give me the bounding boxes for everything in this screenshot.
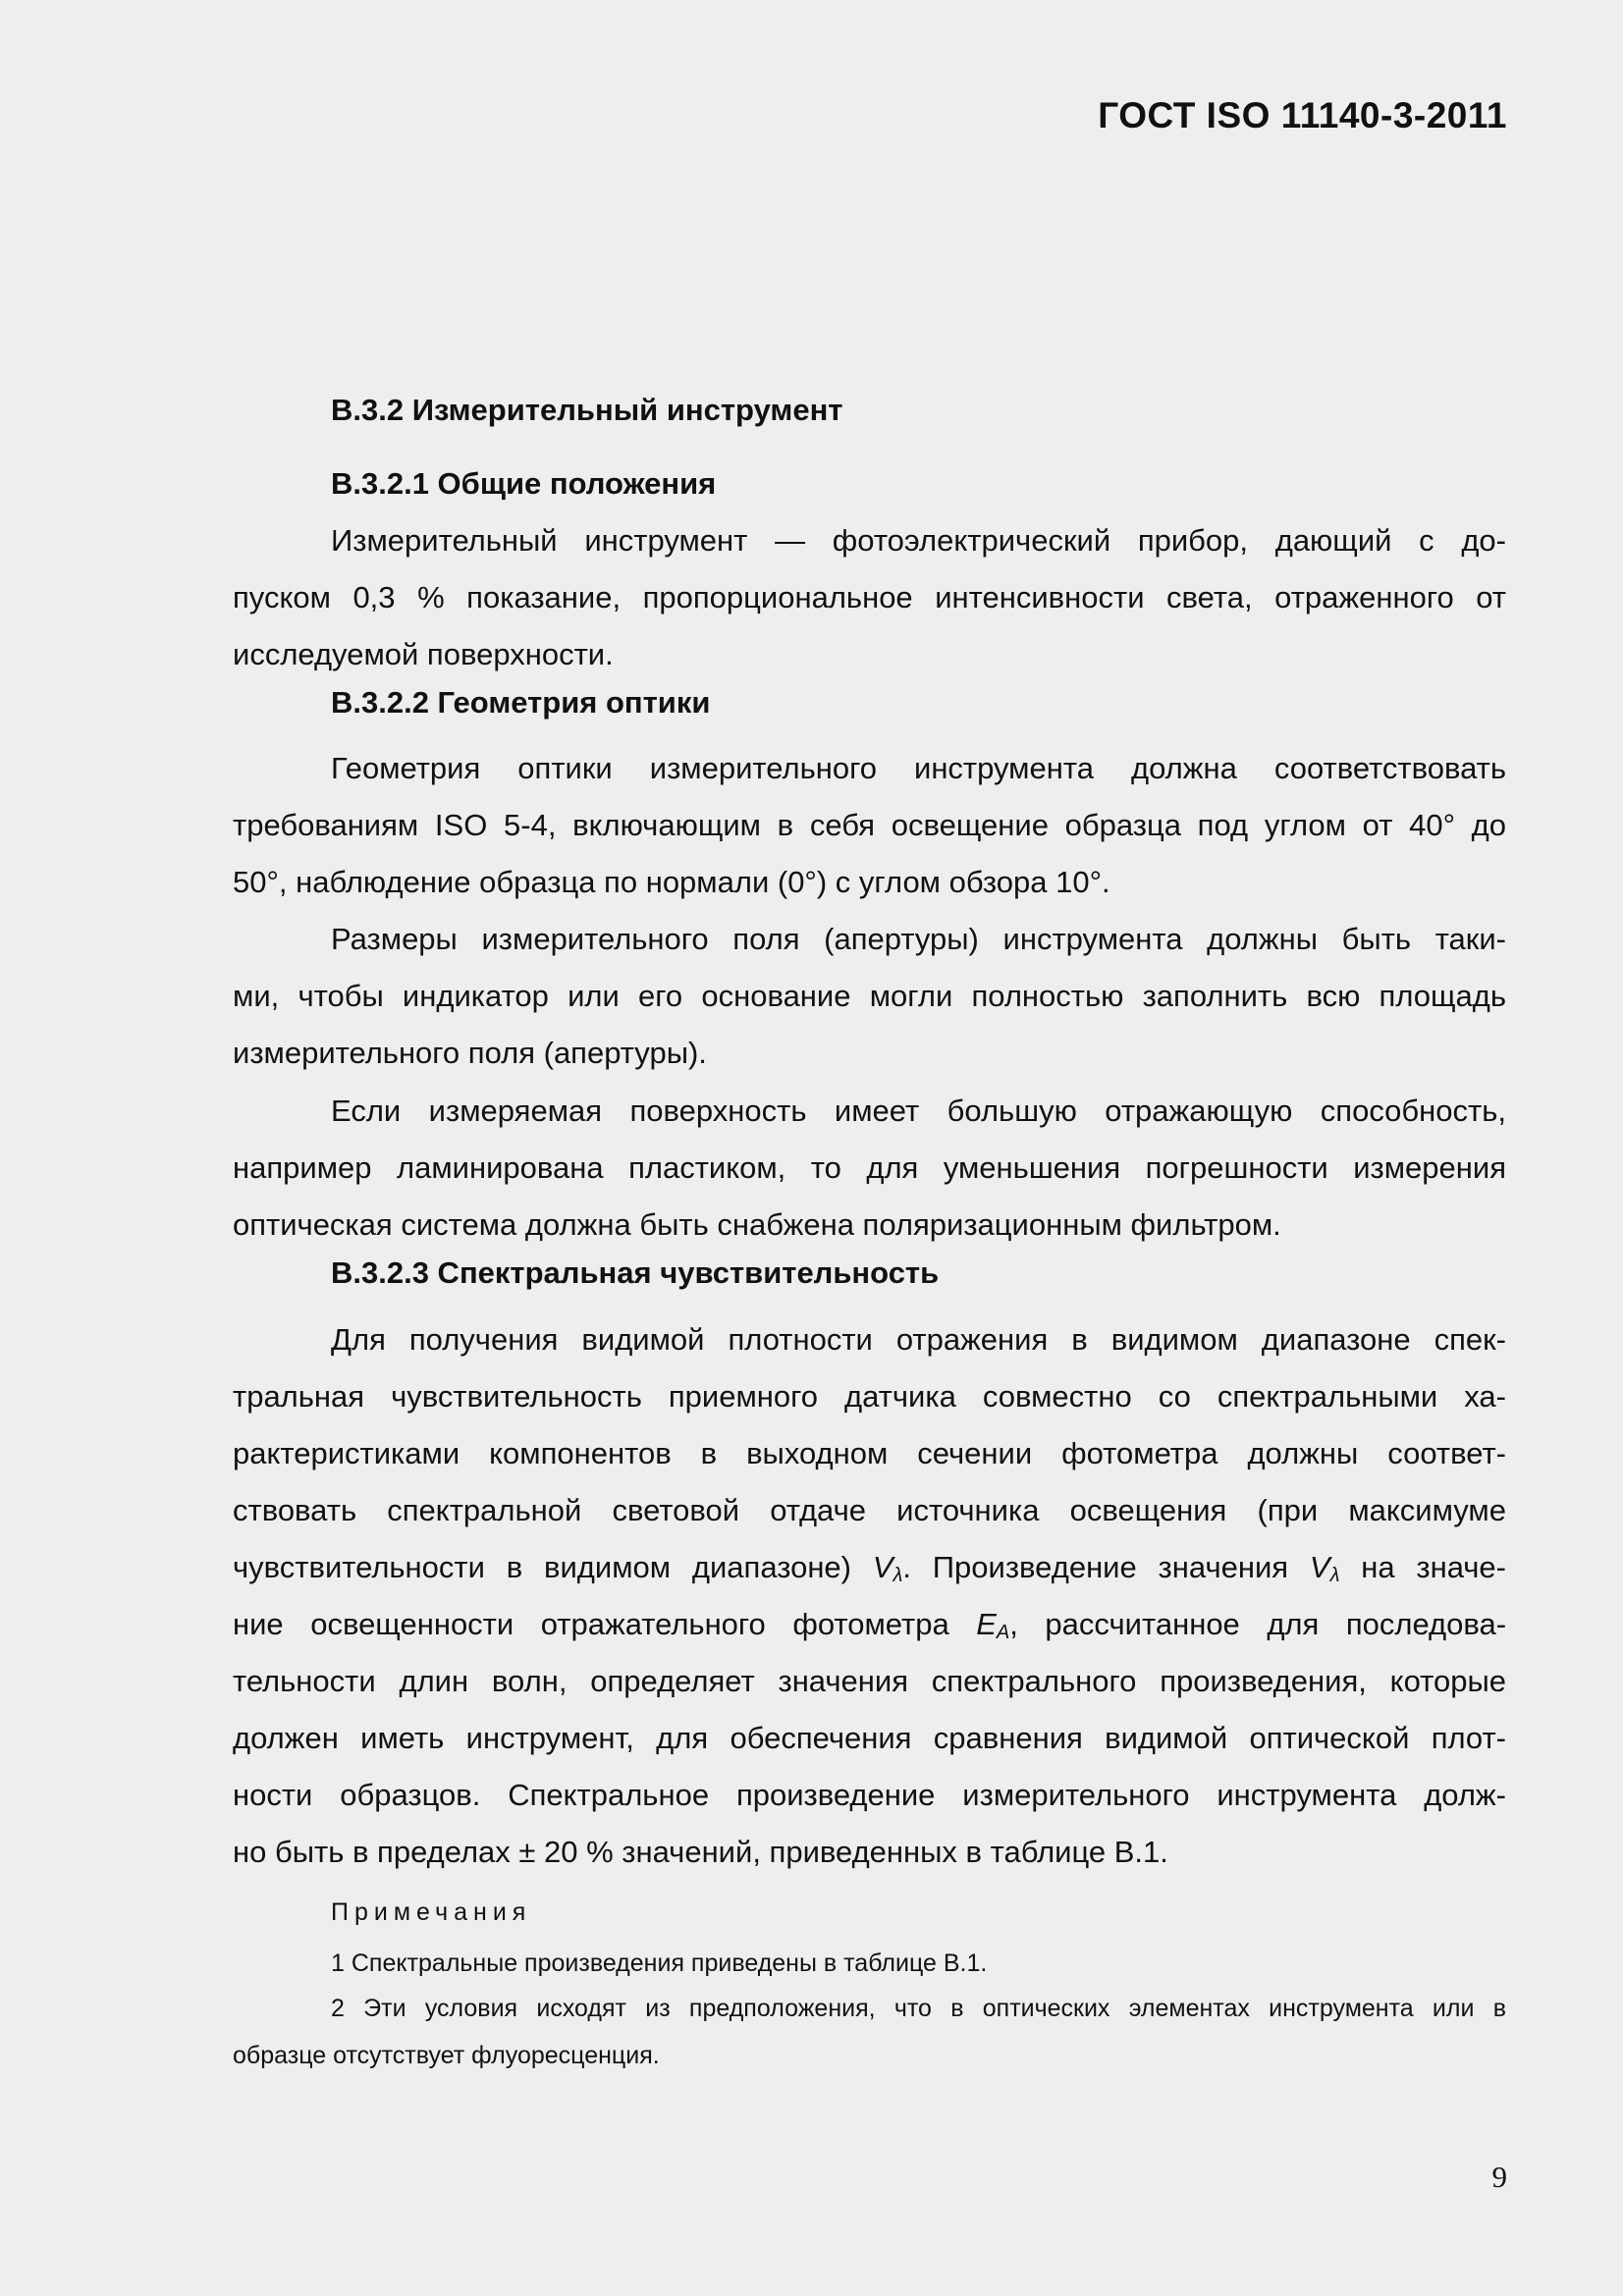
text-line-with-symbols xyxy=(233,1539,1506,1596)
text-line: Размеры измерительного поля (апертуры) инструмента должны быть таки- xyxy=(331,922,1506,956)
text-line: тральная чувствительность приемного датчика совместно со спектральными ха- xyxy=(233,1379,1506,1414)
text-line: Если измеряемая поверхность имеет большую отражающую способность, xyxy=(331,1094,1506,1128)
text-line: ности образцов. Спектральное произведение измерительного инструмента долж- xyxy=(233,1778,1506,1812)
text-line: Для получения видимой плотности отражения в видимом диапазоне спек- xyxy=(331,1322,1506,1357)
text-fragment: . Произведение значения xyxy=(902,1550,1310,1584)
text-line: например ламинирована пластиком, то для уменьшения погрешности измерения xyxy=(233,1150,1506,1185)
text-line: Измерительный инструмент — фотоэлектрический прибор, дающий с до- xyxy=(331,523,1506,558)
text-line: ствовать спектральной световой отдаче источника освещения (при максимуме xyxy=(233,1493,1506,1527)
section-heading-b323: B.3.2.3 Спектральная чувствительность xyxy=(331,1255,940,1290)
symbol-V: V xyxy=(1309,1550,1330,1584)
paragraph-b322-polarization xyxy=(233,1083,1506,1254)
text-line: 2 Эти условия исходят из предположения, что в оптических элементах инструмента или в xyxy=(331,1995,1506,2022)
paragraph-b322-geometry xyxy=(233,740,1506,911)
note-item-1 xyxy=(233,1940,1506,1987)
section-heading-b321: B.3.2.1 Общие положения xyxy=(331,466,717,501)
paragraph-b323-spectral xyxy=(233,1311,1506,1881)
paragraph-b322-aperture xyxy=(233,911,1506,1082)
text-line: пуском 0,3 % показание, пропорциональное интенсивности света, отраженного от xyxy=(233,580,1506,614)
text-line: измерительного поля (апертуры). xyxy=(233,1036,707,1070)
text-line: Геометрия оптики измерительного инструмента должна соответствовать xyxy=(331,751,1506,785)
subscript-lambda: λ xyxy=(893,1565,903,1586)
text-line: 50°, наблюдение образца по нормали (0°) с углом обзора 10°. xyxy=(233,865,1110,899)
text-line: требованиям ISO 5-4, включающим в себя освещение образца под углом от 40° до xyxy=(233,808,1506,842)
subscript-A: A xyxy=(996,1622,1010,1643)
document-code: ГОСТ ISO 11140-3-2011 xyxy=(1098,95,1507,135)
text-fragment: чувствительности в видимом диапазоне) xyxy=(233,1550,873,1584)
subscript-lambda: λ xyxy=(1329,1565,1340,1586)
page-number: 9 xyxy=(1491,2160,1507,2194)
text-line: тельности длин волн, определяет значения спектрального произведения, которые xyxy=(233,1664,1506,1698)
notes-title: Примечания xyxy=(331,1898,532,1926)
text-fragment: ние освещенности отражательного фотометра xyxy=(233,1607,977,1641)
section-heading-b32: B.3.2 Измерительный инструмент xyxy=(331,393,843,427)
text-fragment: , рассчитанное для последова- xyxy=(1009,1607,1507,1641)
paragraph-b321-general xyxy=(233,512,1506,683)
symbol-E: E xyxy=(976,1607,997,1641)
text-fragment: на значе- xyxy=(1339,1550,1506,1584)
text-line-with-symbols xyxy=(233,1596,1506,1653)
text-line: оптическая система должна быть снабжена поляризационным фильтром. xyxy=(233,1207,1281,1242)
text-line: исследуемой поверхности. xyxy=(233,637,614,671)
note-item-2 xyxy=(233,1985,1506,2079)
text-line: но быть в пределах ± 20 % значений, приведенных в таблице B.1. xyxy=(233,1835,1168,1869)
text-line: образце отсутствует флуоресценция. xyxy=(233,2042,660,2069)
text-line: ми, чтобы индикатор или его основание могли полностью заполнить всю площадь xyxy=(233,979,1506,1013)
section-heading-b322: B.3.2.2 Геометрия оптики xyxy=(331,685,711,720)
text-line: рактеристиками компонентов в выходном сечении фотометра должны соответ- xyxy=(233,1436,1506,1470)
text-line: 1 Спектральные произведения приведены в таблице B.1. xyxy=(331,1949,988,1977)
symbol-V: V xyxy=(872,1550,893,1584)
text-line: должен иметь инструмент, для обеспечения сравнения видимой оптической плот- xyxy=(233,1721,1506,1755)
